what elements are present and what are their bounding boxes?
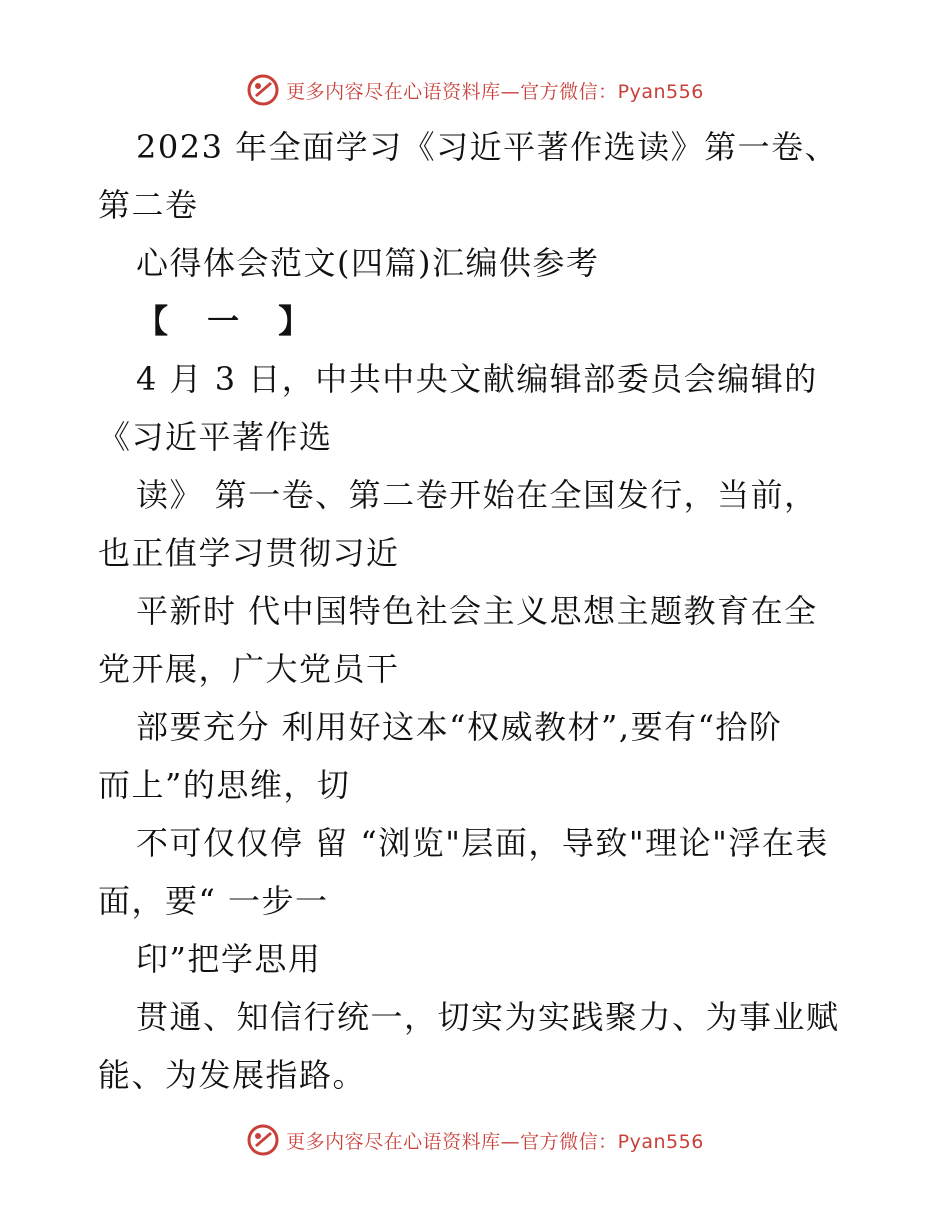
watermark-footer: [0, 1120, 950, 1160]
paragraph-line: 而上”的思维，切: [98, 766, 351, 804]
logo-icon: [246, 73, 280, 107]
paragraph-line: 能、为发展指路。: [98, 1056, 367, 1094]
section-heading: 【 一 】: [136, 302, 325, 340]
paragraph-line: 部要充分 利用好这本“权威教材”,要有“拾阶: [136, 708, 783, 746]
title-line-2: 第二卷: [98, 186, 199, 224]
subtitle-line: 心得体会范文(四篇)汇编供参考: [136, 244, 600, 282]
watermark-header: [0, 70, 950, 110]
paragraph-line: 平新时 代中国特色社会主义思想主题教育在全: [136, 592, 818, 630]
title-line-1: 2023 年全面学习《习近平著作选读》第一卷、: [136, 128, 839, 166]
paragraph-line: 贯通、知信行统一，切实为实践聚力、为事业赋: [136, 998, 840, 1036]
paragraph-line: 读》 第一卷、第二卷开始在全国发行，当前，: [136, 476, 818, 514]
paragraph-line: 党开展，广大党员干: [98, 650, 400, 688]
paragraph-line: 也正值学习贯彻习近: [98, 534, 400, 572]
watermark-text: 更多内容尽在心语资料库—官方微信：Pyan556: [286, 1130, 704, 1153]
paragraph-line: 4 月 3 日，中共中央文献编辑部委员会编辑的: [136, 360, 818, 398]
paragraph-line: 印”把学思用: [136, 940, 322, 978]
paragraph-line: 《习近平著作选: [98, 418, 333, 456]
paragraph-line: 面，要“ 一步一: [98, 882, 329, 920]
document-body: [98, 118, 868, 1104]
paragraph-line: 不可仅仅停 留 “浏览"层面，导致"理论"浮在表: [136, 824, 829, 862]
watermark-text: 更多内容尽在心语资料库—官方微信：Pyan556: [286, 80, 704, 103]
logo-icon: [246, 1123, 280, 1157]
